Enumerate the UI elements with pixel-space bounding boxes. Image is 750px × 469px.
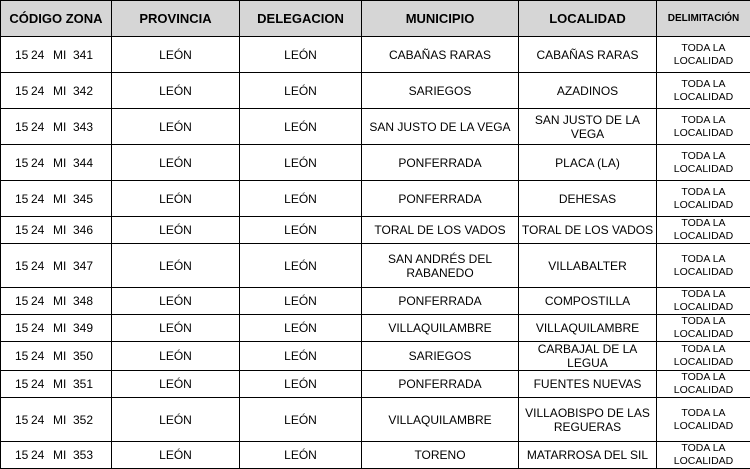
code-part-1: 15 <box>1 192 31 206</box>
code-part-4: 345 <box>73 192 103 206</box>
cell-codigo-zona <box>1 217 112 244</box>
delimitacion-line-1: TODA LA <box>681 78 725 90</box>
code-part-1: 15 <box>1 48 31 62</box>
cell-municipio: VILLAQUILAMBRE <box>362 315 519 342</box>
code-part-4: 341 <box>73 48 103 62</box>
cell-delimitacion <box>657 181 750 217</box>
cell-provincia: LEÓN <box>112 398 240 442</box>
cell-delegacion: LEÓN <box>240 442 362 469</box>
cell-provincia: LEÓN <box>112 244 240 288</box>
cell-provincia: LEÓN <box>112 342 240 371</box>
cell-provincia: LEÓN <box>112 145 240 181</box>
header-delegacion: DELEGACION <box>240 1 362 37</box>
cell-localidad: TORAL DE LOS VADOS <box>519 217 657 244</box>
table-row <box>1 217 750 244</box>
code-part-2: 24 <box>31 413 53 427</box>
cell-delegacion: LEÓN <box>240 244 362 288</box>
cell-codigo-zona <box>1 181 112 217</box>
code-part-2: 24 <box>31 84 53 98</box>
code-part-4: 347 <box>73 259 103 273</box>
delimitacion-line-2: LOCALIDAD <box>674 199 734 211</box>
cell-codigo-zona <box>1 398 112 442</box>
code-part-3: MI <box>53 120 73 134</box>
header-codigo-zona: CÓDIGO ZONA <box>1 1 112 37</box>
code-part-3: MI <box>53 156 73 170</box>
header-row <box>1 1 750 37</box>
cell-provincia: LEÓN <box>112 109 240 145</box>
code-part-1: 15 <box>1 223 31 237</box>
cell-municipio: PONFERRADA <box>362 288 519 315</box>
code-part-3: MI <box>53 223 73 237</box>
table-row <box>1 342 750 371</box>
cell-delegacion: LEÓN <box>240 145 362 181</box>
code-part-1: 15 <box>1 349 31 363</box>
code-part-3: MI <box>53 349 73 363</box>
cell-localidad: VILLAQUILAMBRE <box>519 315 657 342</box>
header-delimitacion: DELIMITACIÓN <box>657 1 750 37</box>
table-row <box>1 181 750 217</box>
table-row <box>1 315 750 342</box>
code-part-2: 24 <box>31 259 53 273</box>
code-part-1: 15 <box>1 321 31 335</box>
header-provincia: PROVINCIA <box>112 1 240 37</box>
cell-municipio: PONFERRADA <box>362 181 519 217</box>
cell-delimitacion <box>657 244 750 288</box>
delimitacion-line-2: LOCALIDAD <box>674 55 734 67</box>
cell-delimitacion <box>657 37 750 73</box>
cell-delimitacion <box>657 371 750 398</box>
code-part-4: 343 <box>73 120 103 134</box>
cell-codigo-zona <box>1 244 112 288</box>
cell-delimitacion <box>657 315 750 342</box>
cell-municipio: TORAL DE LOS VADOS <box>362 217 519 244</box>
delimitacion-line-1: TODA LA <box>681 407 725 419</box>
delimitacion-line-1: TODA LA <box>681 315 725 327</box>
cell-localidad: VILLAOBISPO DE LAS REGUERAS <box>519 398 657 442</box>
code-part-2: 24 <box>31 223 53 237</box>
cell-codigo-zona <box>1 145 112 181</box>
delimitacion-line-2: LOCALIDAD <box>674 328 734 340</box>
cell-localidad: CABAÑAS RARAS <box>519 37 657 73</box>
delimitacion-line-2: LOCALIDAD <box>674 266 734 278</box>
code-part-3: MI <box>53 48 73 62</box>
code-part-2: 24 <box>31 349 53 363</box>
cell-localidad: CARBAJAL DE LA LEGUA <box>519 342 657 371</box>
code-part-1: 15 <box>1 120 31 134</box>
code-part-2: 24 <box>31 120 53 134</box>
cell-provincia: LEÓN <box>112 288 240 315</box>
code-part-3: MI <box>53 448 73 462</box>
code-part-3: MI <box>53 192 73 206</box>
delimitacion-line-1: TODA LA <box>681 442 725 454</box>
cell-delegacion: LEÓN <box>240 181 362 217</box>
table-row <box>1 145 750 181</box>
cell-municipio: SAN ANDRÉS DEL RABANEDO <box>362 244 519 288</box>
code-part-3: MI <box>53 259 73 273</box>
code-part-2: 24 <box>31 294 53 308</box>
code-part-2: 24 <box>31 448 53 462</box>
delimitacion-line-1: TODA LA <box>681 114 725 126</box>
cell-delimitacion <box>657 73 750 109</box>
cell-codigo-zona <box>1 109 112 145</box>
cell-codigo-zona <box>1 371 112 398</box>
code-part-1: 15 <box>1 377 31 391</box>
cell-codigo-zona <box>1 442 112 469</box>
code-part-1: 15 <box>1 294 31 308</box>
cell-delegacion: LEÓN <box>240 73 362 109</box>
delimitacion-line-1: TODA LA <box>681 288 725 300</box>
table-row <box>1 288 750 315</box>
cell-codigo-zona <box>1 37 112 73</box>
cell-municipio: SAN JUSTO DE LA VEGA <box>362 109 519 145</box>
cell-municipio: CABAÑAS RARAS <box>362 37 519 73</box>
code-part-3: MI <box>53 321 73 335</box>
cell-localidad: DEHESAS <box>519 181 657 217</box>
delimitacion-line-2: LOCALIDAD <box>674 127 734 139</box>
code-part-4: 353 <box>73 448 103 462</box>
cell-municipio: PONFERRADA <box>362 145 519 181</box>
cell-delegacion: LEÓN <box>240 342 362 371</box>
code-part-4: 344 <box>73 156 103 170</box>
cell-delegacion: LEÓN <box>240 371 362 398</box>
delimitacion-line-1: TODA LA <box>681 42 725 54</box>
header-localidad: LOCALIDAD <box>519 1 657 37</box>
code-part-4: 346 <box>73 223 103 237</box>
delimitacion-line-1: TODA LA <box>681 371 725 383</box>
cell-provincia: LEÓN <box>112 37 240 73</box>
code-part-3: MI <box>53 84 73 98</box>
cell-municipio: TORENO <box>362 442 519 469</box>
cell-codigo-zona <box>1 73 112 109</box>
cell-delegacion: LEÓN <box>240 37 362 73</box>
code-part-2: 24 <box>31 156 53 170</box>
cell-provincia: LEÓN <box>112 442 240 469</box>
cell-municipio: SARIEGOS <box>362 73 519 109</box>
cell-localidad: SAN JUSTO DE LA VEGA <box>519 109 657 145</box>
cell-codigo-zona <box>1 342 112 371</box>
cell-localidad: MATARROSA DEL SIL <box>519 442 657 469</box>
cell-delegacion: LEÓN <box>240 288 362 315</box>
delimitacion-line-1: TODA LA <box>681 186 725 198</box>
table-body <box>1 37 750 469</box>
delimitacion-line-1: TODA LA <box>681 150 725 162</box>
cell-localidad: FUENTES NUEVAS <box>519 371 657 398</box>
code-part-4: 349 <box>73 321 103 335</box>
delimitacion-line-2: LOCALIDAD <box>674 356 734 368</box>
delimitacion-line-2: LOCALIDAD <box>674 384 734 396</box>
code-part-4: 350 <box>73 349 103 363</box>
code-part-3: MI <box>53 294 73 308</box>
cell-delimitacion <box>657 145 750 181</box>
code-part-4: 351 <box>73 377 103 391</box>
cell-delegacion: LEÓN <box>240 217 362 244</box>
table-row <box>1 37 750 73</box>
cell-delimitacion <box>657 217 750 244</box>
delimitacion-line-2: LOCALIDAD <box>674 163 734 175</box>
code-part-2: 24 <box>31 321 53 335</box>
delimitacion-line-2: LOCALIDAD <box>674 420 734 432</box>
cell-delegacion: LEÓN <box>240 315 362 342</box>
code-part-1: 15 <box>1 84 31 98</box>
delimitacion-line-2: LOCALIDAD <box>674 91 734 103</box>
code-part-4: 348 <box>73 294 103 308</box>
header-municipio: MUNICIPIO <box>362 1 519 37</box>
code-part-2: 24 <box>31 192 53 206</box>
cell-municipio: SARIEGOS <box>362 342 519 371</box>
delimitacion-line-1: TODA LA <box>681 217 725 229</box>
cell-municipio: PONFERRADA <box>362 371 519 398</box>
cell-delimitacion <box>657 442 750 469</box>
cell-provincia: LEÓN <box>112 181 240 217</box>
cell-localidad: PLACA (LA) <box>519 145 657 181</box>
cell-delegacion: LEÓN <box>240 398 362 442</box>
table-row <box>1 398 750 442</box>
cell-codigo-zona <box>1 288 112 315</box>
code-part-1: 15 <box>1 413 31 427</box>
code-part-3: MI <box>53 413 73 427</box>
delimitacion-line-1: TODA LA <box>681 343 725 355</box>
code-part-3: MI <box>53 377 73 391</box>
code-part-2: 24 <box>31 48 53 62</box>
cell-localidad: COMPOSTILLA <box>519 288 657 315</box>
cell-delegacion: LEÓN <box>240 109 362 145</box>
code-part-4: 352 <box>73 413 103 427</box>
cell-provincia: LEÓN <box>112 73 240 109</box>
cell-localidad: AZADINOS <box>519 73 657 109</box>
table-row <box>1 244 750 288</box>
cell-delimitacion <box>657 109 750 145</box>
delimitacion-line-2: LOCALIDAD <box>674 230 734 242</box>
code-part-4: 342 <box>73 84 103 98</box>
cell-delimitacion <box>657 342 750 371</box>
code-part-1: 15 <box>1 156 31 170</box>
table-row <box>1 109 750 145</box>
cell-delimitacion <box>657 398 750 442</box>
code-part-2: 24 <box>31 377 53 391</box>
cell-delimitacion <box>657 288 750 315</box>
cell-provincia: LEÓN <box>112 315 240 342</box>
table-row <box>1 73 750 109</box>
delimitacion-line-2: LOCALIDAD <box>674 301 734 313</box>
code-part-1: 15 <box>1 448 31 462</box>
code-part-1: 15 <box>1 259 31 273</box>
table-row <box>1 442 750 469</box>
delimitacion-line-1: TODA LA <box>681 253 725 265</box>
cell-provincia: LEÓN <box>112 217 240 244</box>
cell-localidad: VILLABALTER <box>519 244 657 288</box>
cell-codigo-zona <box>1 315 112 342</box>
cell-municipio: VILLAQUILAMBRE <box>362 398 519 442</box>
delimitacion-line-2: LOCALIDAD <box>674 455 734 467</box>
cell-provincia: LEÓN <box>112 371 240 398</box>
table-row <box>1 371 750 398</box>
